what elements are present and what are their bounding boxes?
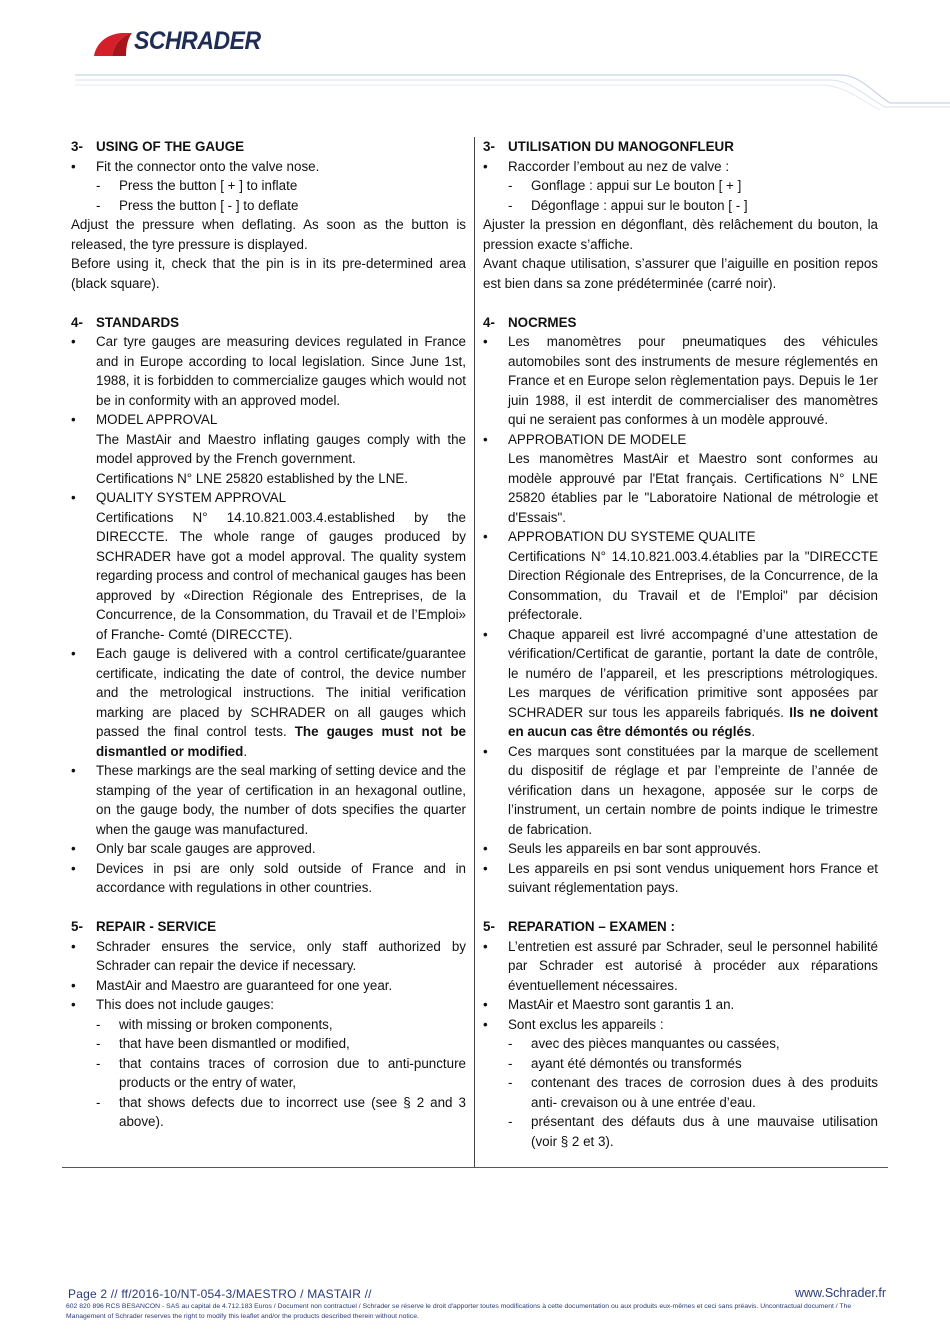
section-5-heading <box>71 917 466 937</box>
list-item: • Sont exclus les appareils : <box>483 1015 878 1035</box>
section-3-heading <box>483 137 878 157</box>
two-column-content <box>62 137 888 1168</box>
bullet-icon: • <box>483 997 488 1012</box>
dash-icon: - <box>508 1114 513 1129</box>
list-item-detail: Les manomètres MastAir et Maestro sont conformes au modèle approuvé par l'Etat français. Certifications N° LNE 25820 établies par le "Laboratoire National de métrologie et d'Essais". <box>508 451 878 525</box>
section-4-heading <box>71 313 466 333</box>
dash-icon: - <box>96 1055 101 1071</box>
list-item: • MastAir et Maestro sont garantis 1 an. <box>483 995 878 1015</box>
list-item: • MastAir and Maestro are guaranteed for one year. <box>71 976 466 996</box>
sub-list-item: - présentant des défauts dus à une mauvaise utilisation (voir § 2 et 3). <box>508 1112 878 1151</box>
section-3-heading <box>71 137 466 157</box>
list-item-detail: Certifications N° 14.10.821.003.4.established by the DIRECCTE. The whole range of gauges produced by SCHRADER have got a model approval. The quality system regarding process and control of mechanical gauges has been approved by «Direction Régionale des Entreprises, de la Concurrence, de la Consommation, du Travail et de l’Emploi» of Franche- Comté (DIRECCTE). <box>96 509 466 642</box>
bullet-icon: • <box>71 158 76 174</box>
brand-wordmark: SCHRADER <box>134 27 261 55</box>
list-item-detail: Certifications N° 14.10.821.003.4.établies par la "DIRECCTE Direction Régionale des Entreprises, de la Concurrence, de la Consommation, du Travail et de l'Emploi" par décision préfectorale. <box>508 548 878 622</box>
sub-list-item: - contenant des traces de corrosion dues à des produits anti- crevaison ou à une entrée d’eau. <box>508 1073 878 1112</box>
bullet-icon: • <box>483 841 488 856</box>
bullet-icon: • <box>71 412 76 427</box>
paragraph: Ajuster la pression en dégonflant, dès relâchement du bouton, la pression exacte s’affiche. <box>483 217 878 252</box>
english-column <box>71 137 466 1132</box>
sub-list-item: - that contains traces of corrosion due to anti-puncture products or the entry of water, <box>96 1054 466 1093</box>
list-item: • Les appareils en psi sont vendus uniquement hors France et suivant réglementation pays. <box>483 859 878 898</box>
page-reference: Page 2 // ff/2016-10/NT-054-3/MAESTRO / MASTAIR // <box>68 1287 372 1301</box>
dash-icon: - <box>508 1036 513 1051</box>
list-item: • Les manomètres pour pneumatiques des véhicules automobiles sont des instruments de mesure réglementés en France et en Europe selon règlementation pays. Depuis le 1er juin 1988, il est interdit de commercialiser des manomètres qui ne seraient pas conformes à un modèle approuvé. <box>483 332 878 430</box>
warning-text: Ils ne doivent en aucun cas être démontés ou réglés <box>508 704 878 739</box>
section-number: 5- <box>483 919 495 934</box>
bullet-icon: • <box>71 490 76 505</box>
legal-notice: 602 820 896 RCS BESANCON - SAS au capital de 4.712.183 Euros / Document non contractuel / Schrader se réserve le droit d'apporter toutes modifications à cette documentation ou aux produits eux-mêmes et ceci sans préavis. Uncontractual document / The Management of Schrader reserves the right to modify this leaflet and/or the products described therein without notice. <box>66 1303 852 1320</box>
list-item: • QUALITY SYSTEM APPROVAL <box>71 488 466 508</box>
sub-list-item: - ayant été démontés ou transformés <box>508 1054 878 1074</box>
dash-icon: - <box>508 197 513 213</box>
section-number: 3- <box>71 139 83 154</box>
list-item: • Car tyre gauges are measuring devices regulated in France and in Europe according to local legislation. Since June 1st, 1988, it is forbidden to commercialize gauges which would not be in conformity with an approved model. <box>71 332 466 410</box>
paragraph: Before using it, check that the pin is in its pre-determined area (black square). <box>71 256 466 291</box>
list-item: • Chaque appareil est livré accompagné d’une attestation de vérification/Certificat de garantie, portant la date de contrôle, le numéro de l’appareil, et les prescriptions métrologiques. Les marques de vérification primitive sont apposées par SCHRADER sur tous les appareils fabriqués. Ils ne doivent en aucun cas être démontés ou réglés. <box>483 625 878 742</box>
section-number: 3- <box>483 139 495 154</box>
section-title: UTILISATION DU MANOGONFLEUR <box>508 139 734 154</box>
dash-icon: - <box>96 1094 101 1110</box>
dash-icon: - <box>96 197 101 213</box>
bullet-icon: • <box>483 1016 488 1032</box>
bullet-icon: • <box>71 763 76 778</box>
list-item: • Raccorder l’embout au nez de valve : <box>483 157 878 177</box>
sub-list-item: - Dégonflage : appui sur le bouton [ - ] <box>508 196 878 216</box>
bullet-icon: • <box>71 334 76 349</box>
section-5-heading <box>483 917 878 937</box>
list-item: • Only bar scale gauges are approved. <box>71 839 466 859</box>
list-item: • Seuls les appareils en bar sont approuvés. <box>483 839 878 859</box>
list-item: • Fit the connector onto the valve nose. <box>71 157 466 177</box>
website-link[interactable]: www.Schrader.fr <box>794 1286 886 1300</box>
section-title: REPARATION – EXAMEN : <box>508 919 675 934</box>
column-divider <box>474 137 475 1167</box>
paragraph: Adjust the pressure when deflating. As soon as the button is released, the tyre pressure is displayed. <box>71 217 466 252</box>
dash-icon: - <box>96 178 101 193</box>
section-number: 5- <box>71 919 83 934</box>
bullet-icon: • <box>483 860 488 876</box>
sub-list-item: - avec des pièces manquantes ou cassées, <box>508 1034 878 1054</box>
bullet-icon: • <box>483 743 488 759</box>
bullet-icon: • <box>483 529 488 544</box>
bullet-icon: • <box>71 997 76 1012</box>
sub-list-item: - that have been dismantled or modified, <box>96 1034 466 1054</box>
list-item: • APPROBATION DE MODELE <box>483 430 878 450</box>
sub-list-item: - Press the button [ - ] to deflate <box>96 196 466 216</box>
section-title: NOCRMES <box>508 314 577 330</box>
dash-icon: - <box>96 1036 101 1051</box>
sub-list-item: - Gonflage : appui sur Le bouton [ + ] <box>508 176 878 196</box>
bullet-icon: • <box>483 431 488 447</box>
bullet-icon: • <box>71 646 76 661</box>
list-item: • Devices in psi are only sold outside of France and in accordance with regulations in other countries. <box>71 859 466 898</box>
section-4-heading <box>483 313 878 333</box>
sub-list-item: - with missing or broken components, <box>96 1015 466 1035</box>
dash-icon: - <box>508 1075 513 1090</box>
list-item: • Ces marques sont constituées par la marque de scellement du dispositif de réglage et par l’empreinte de l’année de vérification dans un hexagone, apposée sur le corps de l’instrument, un certain nombre de points indique le trimestre de fabrication. <box>483 742 878 840</box>
section-title: REPAIR - SERVICE <box>96 919 217 934</box>
warning-text: The gauges must not be dismantled or modified <box>96 724 466 759</box>
section-title: STANDARDS <box>96 314 180 330</box>
sub-list-item: - that shows defects due to incorrect use (see § 2 and 3 above). <box>96 1093 466 1132</box>
header-decoration <box>0 60 950 110</box>
list-item: • MODEL APPROVAL <box>71 410 466 430</box>
list-item-detail: The MastAir and Maestro inflating gauges comply with the model approved by the French government. <box>96 431 466 466</box>
list-item: • APPROBATION DU SYSTEME QUALITE <box>483 527 878 547</box>
list-item: • This does not include gauges: <box>71 995 466 1015</box>
dash-icon: - <box>96 1016 101 1032</box>
bullet-icon: • <box>483 158 488 174</box>
list-item: • These markings are the seal marking of setting device and the stamping of the year of certification in an hexagonal outline, on the gauge body, the number of dots specifies the quarter when the gauge was manufactured. <box>71 761 466 839</box>
bullet-icon: • <box>71 860 76 876</box>
section-number: 4- <box>71 314 83 330</box>
list-item: • Schrader ensures the service, only staff authorized by Schrader can repair the device if necessary. <box>71 937 466 976</box>
bullet-icon: • <box>483 334 488 349</box>
sub-list-item: - Press the button [ + ] to inflate <box>96 176 466 196</box>
bullet-icon: • <box>71 938 76 954</box>
dash-icon: - <box>508 178 513 193</box>
section-number: 4- <box>483 314 495 330</box>
section-title: USING OF THE GAUGE <box>96 139 245 154</box>
list-item: • L’entretien est assuré par Schrader, seul le personnel habilité par Schrader est autorisé à procéder aux réparations éventuellement nécessaires. <box>483 937 878 996</box>
bullet-icon: • <box>483 626 488 642</box>
list-item: • Each gauge is delivered with a control certificate/guarantee certificate, indicating the date of control, the device number and the metrological instructions. The initial verification marking are placed by SCHRADER on all gauges which passed the final control tests. The gauges must not be dismantled or modified. <box>71 644 466 761</box>
dash-icon: - <box>508 1055 513 1071</box>
bullet-icon: • <box>71 841 76 856</box>
bullet-icon: • <box>483 938 488 954</box>
bullet-icon: • <box>71 977 76 993</box>
french-column <box>483 137 878 1151</box>
list-item-detail: Certifications N° LNE 25820 established by the LNE. <box>96 470 409 486</box>
paragraph: Avant chaque utilisation, s’assurer que l’aiguille en position repos est bien dans sa zone prédéterminée (carré noir). <box>483 256 878 291</box>
